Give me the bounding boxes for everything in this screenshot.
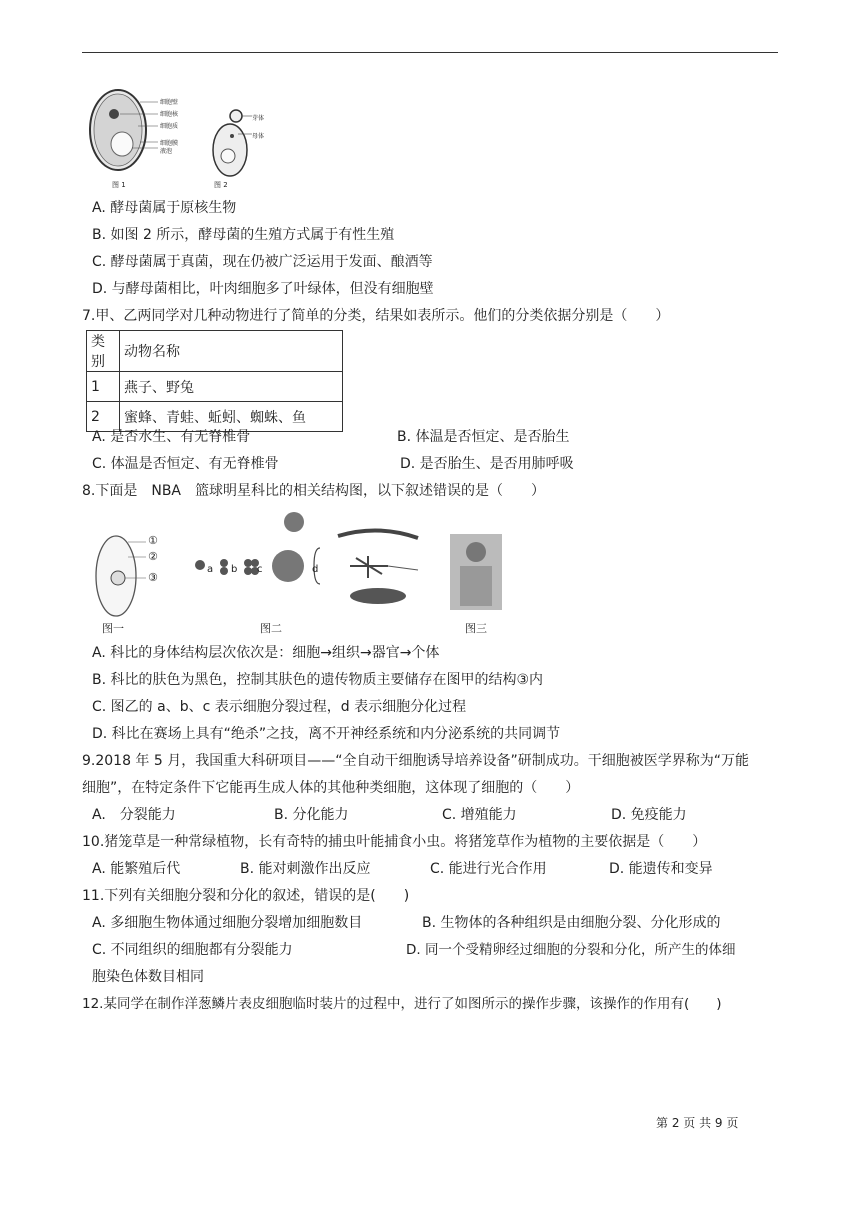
q10-option-b: B. 能对刺激作出反应 xyxy=(240,861,371,877)
q6-option-b: B. 如图 2 所示，酵母菌的生殖方式属于有性生殖 xyxy=(92,227,395,243)
table-cell: 蜜蜂、青蛙、蚯蚓、蜘蛛、鱼 xyxy=(120,402,343,432)
q6-option-a: A. 酵母菌属于原核生物 xyxy=(92,200,237,216)
nucleus xyxy=(109,109,119,119)
vacuole xyxy=(111,132,133,156)
process-letter: a xyxy=(207,564,214,575)
q7-option-d: D. 是否胎生、是否用肺呼吸 xyxy=(400,456,574,472)
circle-label: ① xyxy=(148,534,158,547)
process-letter: d xyxy=(312,564,319,575)
fig2-caption: 图 2 xyxy=(214,181,228,189)
table-cell: 燕子、野兔 xyxy=(120,372,343,402)
q11-option-d-continued: 胞染色体数目相同 xyxy=(92,969,204,985)
q12-stem: 12.某同学在制作洋葱鳞片表皮细胞临时装片的过程中，进行了如图所示的操作步骤，该操作的作用有( ) xyxy=(82,996,722,1012)
q9-option-d: D. 免疫能力 xyxy=(611,807,687,823)
table-cell: 1 xyxy=(87,372,120,402)
q8-option-c: C. 图乙的 a、b、c 表示细胞分裂过程，d 表示细胞分化过程 xyxy=(92,699,467,715)
fig2-label: 母体 xyxy=(252,133,265,140)
q8-option-b: B. 科比的肤色为黑色，控制其肤色的遗传物质主要储存在图甲的结构③内 xyxy=(92,672,544,688)
q7-option-c: C. 体温是否恒定、有无脊椎骨 xyxy=(92,456,279,472)
fig-label-3: 图三 xyxy=(465,622,487,635)
q11-option-d: D. 同一个受精卵经过细胞的分裂和分化，所产生的体细 xyxy=(406,942,736,958)
fig-label-2: 图二 xyxy=(260,622,282,635)
q10-option-a: A. 能繁殖后代 xyxy=(92,861,181,877)
q7-stem: 7.甲、乙两同学对几种动物进行了简单的分类，结果如表所示。他们的分类依据分别是（ ） xyxy=(82,308,670,324)
q9-option-b: B. 分化能力 xyxy=(274,807,349,823)
q9-option-a: A. 分裂能力 xyxy=(92,807,176,823)
fig1-label: 细胞质 xyxy=(160,123,179,130)
fig1-label: 液泡 xyxy=(160,148,173,155)
fig1-label: 细胞膜 xyxy=(160,140,179,147)
q7-option-b: B. 体温是否恒定、是否胎生 xyxy=(397,429,570,445)
q6-option-d: D. 与酵母菌相比，叶肉细胞多了叶绿体，但没有细胞壁 xyxy=(92,281,434,297)
q11-option-b: B. 生物体的各种组织是由细胞分裂、分化形成的 xyxy=(422,915,721,931)
q8-option-a: A. 科比的身体结构层次依次是：细胞→组织→器官→个体 xyxy=(92,645,440,661)
circle-label: ② xyxy=(148,550,158,563)
fig1-label: 细胞壁 xyxy=(160,99,179,106)
fig2-label: 芽体 xyxy=(252,115,265,122)
circle-label: ③ xyxy=(148,571,158,584)
table-cell: 类别 xyxy=(87,331,120,372)
process-letter: c xyxy=(257,564,263,575)
q11-option-a: A. 多细胞生物体通过细胞分裂增加细胞数目 xyxy=(92,915,363,931)
table-header-row xyxy=(87,331,343,372)
page-footer: 第 2 页 共 9 页 xyxy=(656,1116,739,1130)
q9-stem-2: 细胞”，在特定条件下它能再生成人体的其他种类细胞，这体现了细胞的（ ） xyxy=(82,780,580,796)
fig1-label: 细胞核 xyxy=(160,111,179,118)
q6-option-c: C. 酵母菌属于真菌，现在仍被广泛运用于发面、酿酒等 xyxy=(92,254,433,270)
q10-stem: 10.猪笼草是一种常绿植物，长有奇特的捕虫叶能捕食小虫。将猪笼草作为植物的主要依据是（ ） xyxy=(82,834,707,850)
q11-option-c: C. 不同组织的细胞都有分裂能力 xyxy=(92,942,293,958)
q7-classification-table xyxy=(86,330,343,432)
fig1-caption: 图 1 xyxy=(112,181,126,189)
process-letter: b xyxy=(231,564,238,575)
table-cell: 2 xyxy=(87,402,120,432)
q8-stem: 8.下面是 NBA 篮球明星科比的相关结构图，以下叙述错误的是（ ） xyxy=(82,483,546,499)
table-row xyxy=(87,372,343,402)
bud-cell xyxy=(230,110,242,122)
q9-stem-1: 9.2018 年 5 月，我国重大科研项目——“全自动干细胞诱导培养设备”研制成功。干细胞被医学界称为“万能 xyxy=(82,753,750,769)
header-rule xyxy=(82,52,778,53)
q10-option-d: D. 能遗传和变异 xyxy=(609,861,713,877)
q11-stem: 11.下列有关细胞分裂和分化的叙述，错误的是( ) xyxy=(82,888,410,904)
q10-option-c: C. 能进行光合作用 xyxy=(430,861,547,877)
table-cell: 动物名称 xyxy=(120,331,343,372)
fig-label-1: 图一 xyxy=(102,622,124,635)
q7-option-a: A. 是否水生、有无脊椎骨 xyxy=(92,429,251,445)
q9-option-c: C. 增殖能力 xyxy=(442,807,517,823)
q8-option-d: D. 科比在赛场上具有“绝杀”之技，离不开神经系统和内分泌系统的共同调节 xyxy=(92,726,561,742)
